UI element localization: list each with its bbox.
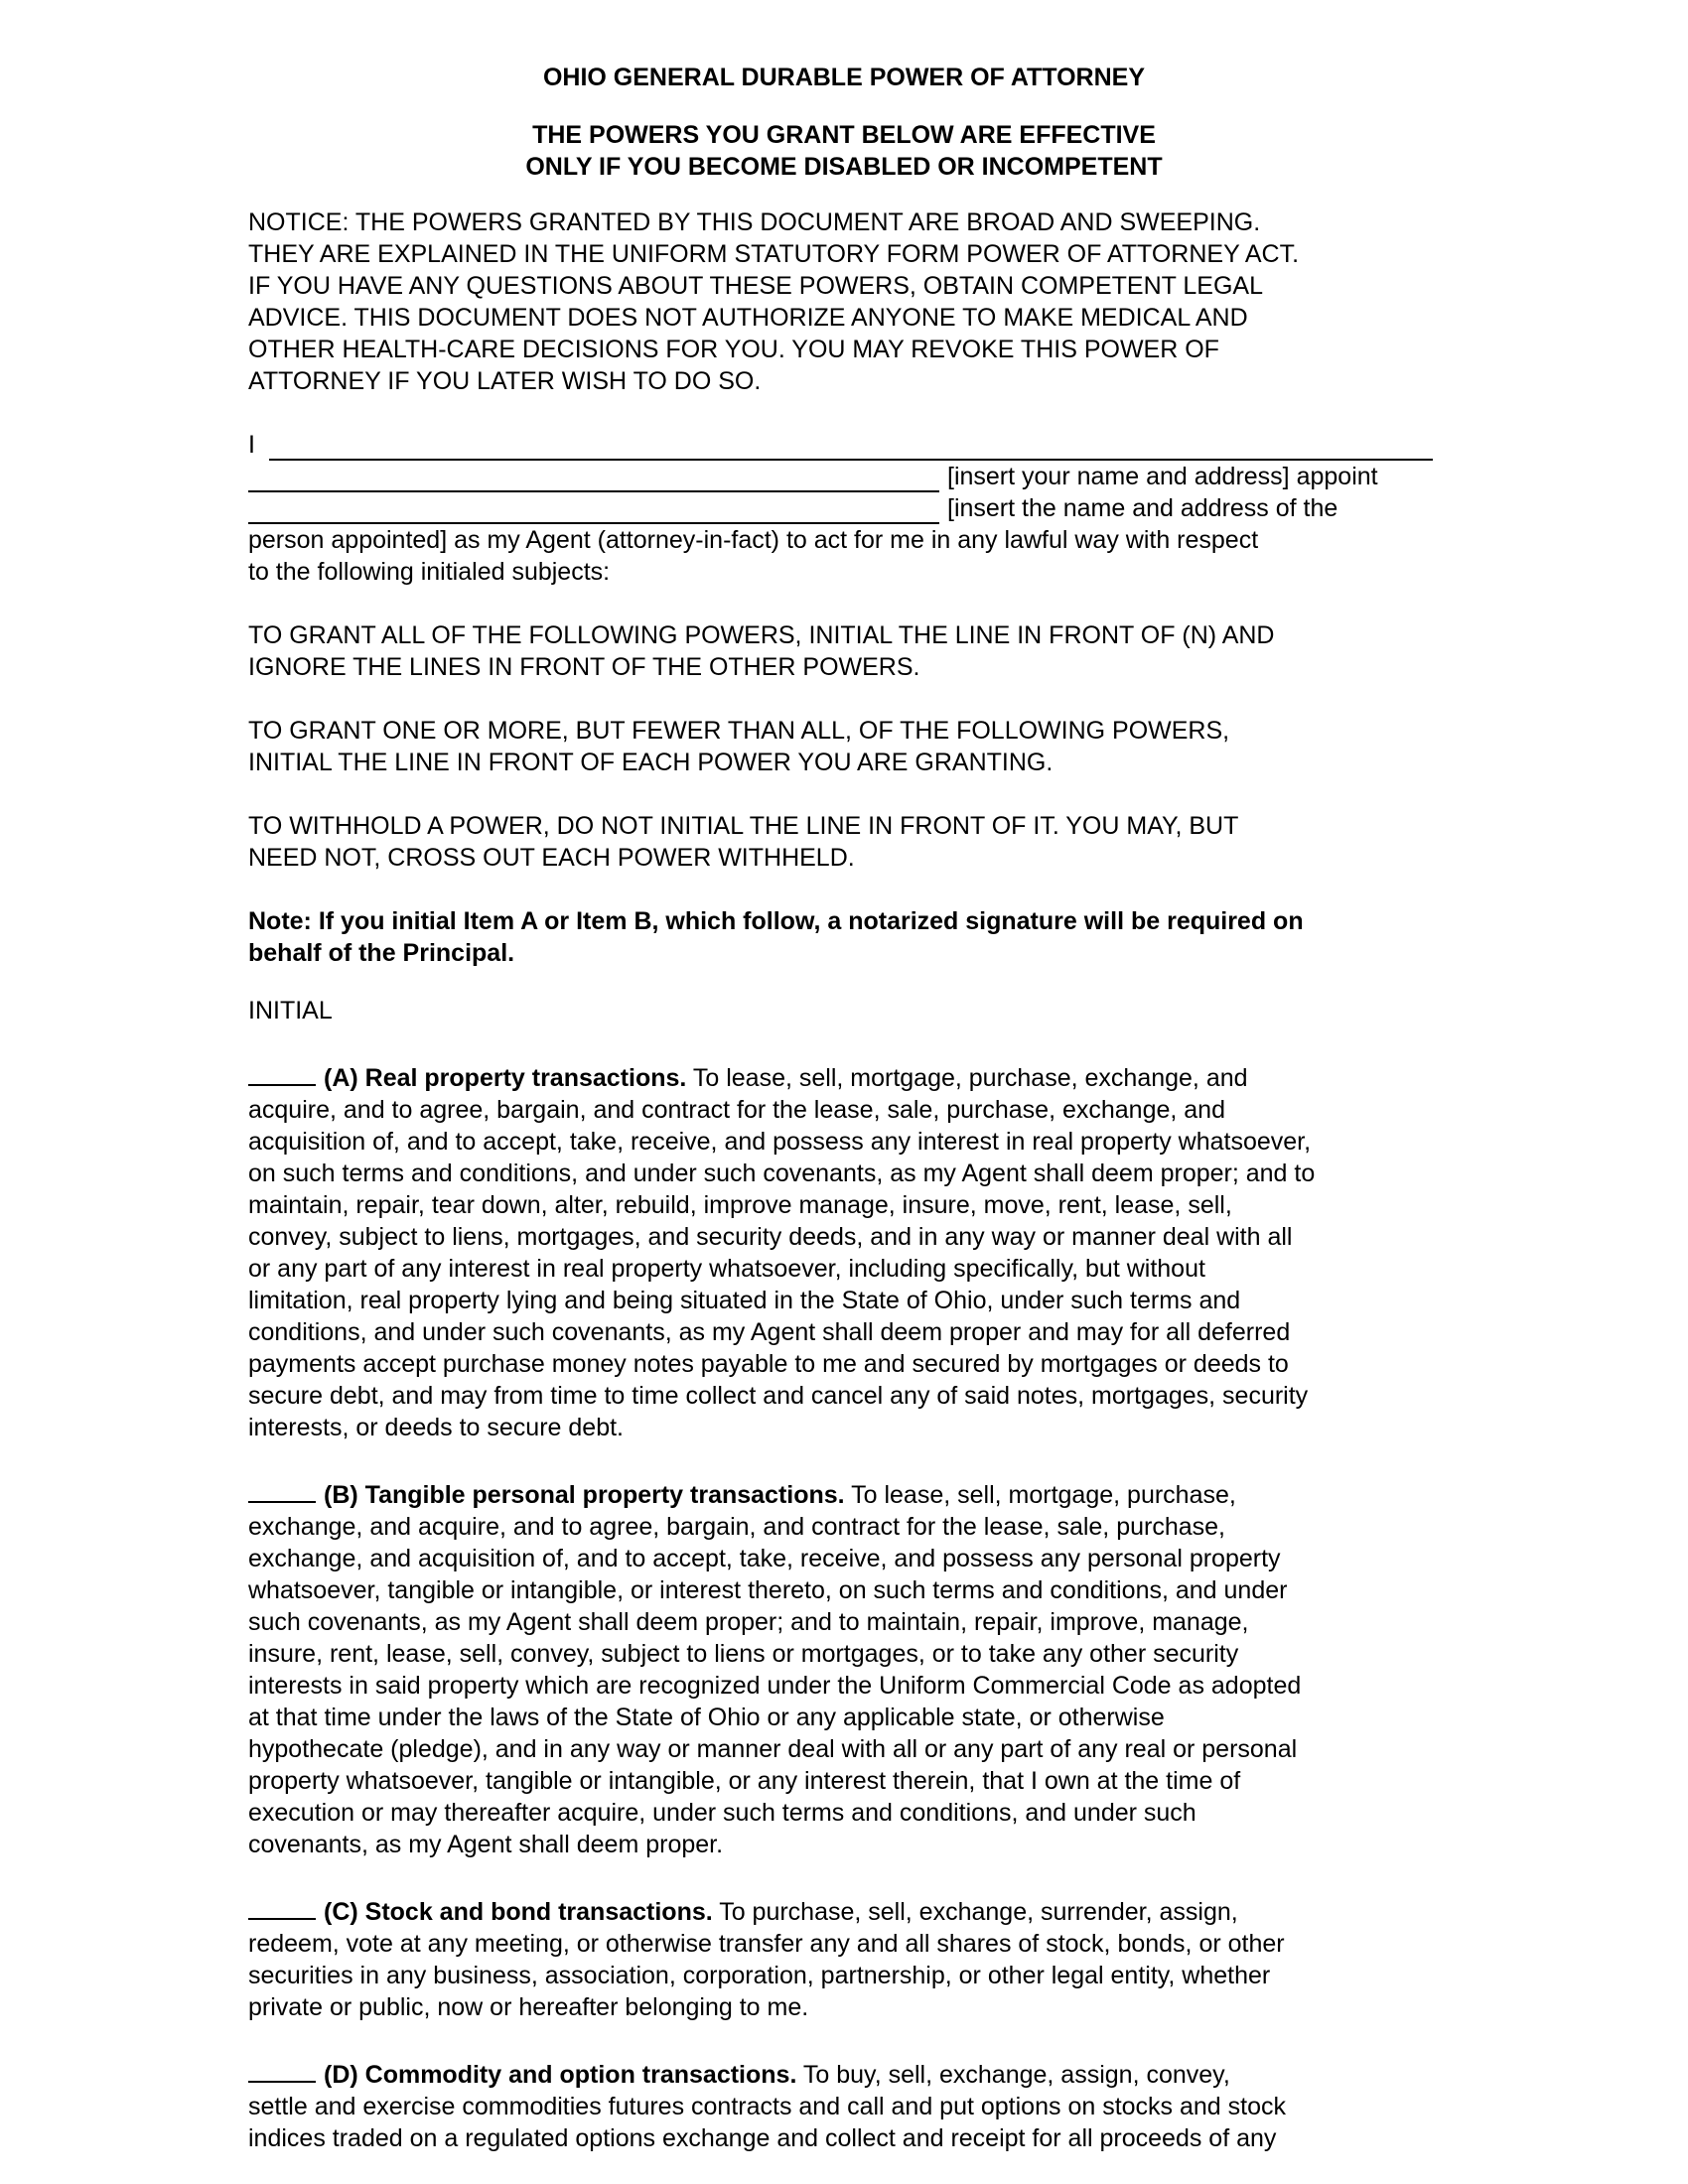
notice-line: ATTORNEY IF YOU LATER WISH TO DO SO. [248, 367, 762, 395]
power-line: private or public, now or hereafter belonging to me. [248, 1993, 809, 2021]
power-line: whatsoever, tangible or intangible, or interest thereto, on such terms and conditions, and under [248, 1576, 1288, 1604]
principal-name-line[interactable] [269, 435, 1433, 461]
subtitle-line: THE POWERS YOU GRANT BELOW ARE EFFECTIVE [532, 121, 1156, 149]
power-d-heading: (D) Commodity and option transactions. [324, 2061, 797, 2089]
power-line: redeem, vote at any meeting, or otherwise transfer any and all shares of stock, bonds, or other [248, 1930, 1285, 1958]
power-b-heading: (B) Tangible personal property transactions. [324, 1481, 845, 1509]
power-line: hypothecate (pledge), and in any way or manner deal with all or any part of any real or personal [248, 1735, 1298, 1763]
name-address-hint: [insert your name and address] appoint [947, 463, 1378, 490]
power-line: property whatsoever, tangible or intangible, or any interest therein, that I own at the time of [248, 1767, 1241, 1795]
power-a-initial-line[interactable] [248, 1058, 316, 1086]
power-line: maintain, repair, tear down, alter, rebuild, improve manage, insure, move, rent, lease, sell, [248, 1191, 1232, 1219]
document-subtitle [248, 119, 1440, 183]
appointment-section [248, 429, 1440, 588]
power-b-initial-line[interactable] [248, 1475, 316, 1503]
principal-address-row [248, 461, 1440, 492]
power-line: at that time under the laws of the State of Ohio or any applicable state, or otherwise [248, 1704, 1165, 1731]
power-line: conditions, and under such covenants, as my Agent shall deem proper and may for all deferred [248, 1318, 1291, 1346]
power-a-heading: (A) Real property transactions. [324, 1064, 687, 1092]
power-line: exchange, and acquisition of, and to accept, take, receive, and possess any personal property [248, 1545, 1281, 1572]
power-b-paragraph [248, 1475, 1440, 1860]
power-line: execution or may thereafter acquire, under such terms and conditions, and under such [248, 1799, 1196, 1827]
instruction-line: TO WITHHOLD A POWER, DO NOT INITIAL THE LINE IN FRONT OF IT. YOU MAY, BUT [248, 812, 1239, 840]
principal-prefix: I [248, 431, 255, 459]
subtitle-line: ONLY IF YOU BECOME DISABLED OR INCOMPETENT [525, 153, 1163, 181]
power-line: covenants, as my Agent shall deem proper. [248, 1831, 724, 1858]
initial-label: INITIAL [248, 997, 333, 1024]
power-c-paragraph [248, 1892, 1440, 2023]
power-line: acquire, and to agree, bargain, and contract for the lease, sale, purchase, exchange, and [248, 1096, 1225, 1124]
power-line: settle and exercise commodities futures contracts and call and put options on stocks and stock [248, 2093, 1286, 2120]
notice-paragraph [248, 206, 1440, 397]
power-c-first-text: To purchase, sell, exchange, surrender, assign, [712, 1898, 1238, 1926]
instruction-line: IGNORE THE LINES IN FRONT OF THE OTHER POWERS. [248, 653, 920, 681]
instruction-grant-all [248, 619, 1440, 683]
appointment-line: person appointed] as my Agent (attorney-in-fact) to act for me in any lawful way with respect [248, 526, 1259, 554]
power-line: securities in any business, association, corporation, partnership, or other legal entity, whether [248, 1962, 1271, 1989]
power-line: interests in said property which are recognized under the Uniform Commercial Code as adopted [248, 1672, 1302, 1700]
instruction-line: TO GRANT ONE OR MORE, BUT FEWER THAN ALL, OF THE FOLLOWING POWERS, [248, 717, 1230, 745]
power-c-first-line [248, 1892, 1440, 1928]
agent-hint: [insert the name and address of the [947, 494, 1338, 522]
note-line: Note: If you initial Item A or Item B, which follow, a notarized signature will be required on [248, 907, 1304, 935]
instruction-line: INITIAL THE LINE IN FRONT OF EACH POWER YOU ARE GRANTING. [248, 749, 1054, 776]
instruction-grant-some [248, 715, 1440, 778]
power-line: such covenants, as my Agent shall deem proper; and to maintain, repair, improve, manage, [248, 1608, 1249, 1636]
power-line: secure debt, and may from time to time collect and cancel any of said notes, mortgages, security [248, 1382, 1309, 1410]
power-line: or any part of any interest in real property whatsoever, including specifically, but without [248, 1255, 1205, 1283]
appointment-line: to the following initialed subjects: [248, 558, 611, 586]
power-a-first-line [248, 1058, 1440, 1094]
power-d-first-line [248, 2055, 1440, 2091]
note-line: behalf of the Principal. [248, 939, 515, 967]
power-b-first-text: To lease, sell, mortgage, purchase, [844, 1481, 1236, 1509]
power-d-paragraph [248, 2055, 1440, 2154]
power-d-first-text: To buy, sell, exchange, assign, convey, [796, 2061, 1230, 2089]
power-a-paragraph [248, 1058, 1440, 1443]
notice-line: ADVICE. THIS DOCUMENT DOES NOT AUTHORIZE ANYONE TO MAKE MEDICAL AND [248, 304, 1248, 332]
agent-name-row [248, 492, 1440, 524]
power-line: limitation, real property lying and being situated in the State of Ohio, under such terms and [248, 1287, 1241, 1314]
power-line: payments accept purchase money notes payable to me and secured by mortgages or deeds to [248, 1350, 1289, 1378]
agent-name-line[interactable] [248, 498, 939, 524]
principal-name-row [248, 429, 1440, 461]
notice-line: THEY ARE EXPLAINED IN THE UNIFORM STATUTORY FORM POWER OF ATTORNEY ACT. [248, 240, 1300, 268]
notarization-note [248, 905, 1440, 969]
power-line: exchange, and acquire, and to agree, bargain, and contract for the lease, sale, purchase, [248, 1513, 1225, 1541]
power-line: convey, subject to liens, mortgages, and security deeds, and in any way or manner deal with all [248, 1223, 1293, 1251]
power-d-initial-line[interactable] [248, 2055, 316, 2083]
power-c-heading: (C) Stock and bond transactions. [324, 1898, 713, 1926]
power-a-first-text: To lease, sell, mortgage, purchase, exchange, and [686, 1064, 1248, 1092]
notice-line: IF YOU HAVE ANY QUESTIONS ABOUT THESE POWERS, OBTAIN COMPETENT LEGAL [248, 272, 1263, 300]
appointment-continuation [248, 524, 1440, 588]
power-line: acquisition of, and to accept, take, receive, and possess any interest in real property whatsoever, [248, 1128, 1312, 1156]
document-title: OHIO GENERAL DURABLE POWER OF ATTORNEY [542, 64, 1146, 91]
power-line: interests, or deeds to secure debt. [248, 1414, 624, 1441]
power-line: indices traded on a regulated options exchange and collect and receipt for all proceeds of any [248, 2124, 1277, 2152]
power-c-initial-line[interactable] [248, 1892, 316, 1920]
power-b-first-line [248, 1475, 1440, 1511]
instruction-line: TO GRANT ALL OF THE FOLLOWING POWERS, INITIAL THE LINE IN FRONT OF (N) AND [248, 621, 1275, 649]
notice-line: NOTICE: THE POWERS GRANTED BY THIS DOCUMENT ARE BROAD AND SWEEPING. [248, 208, 1261, 236]
power-line: insure, rent, lease, sell, convey, subject to liens or mortgages, or to take any other security [248, 1640, 1239, 1668]
notice-line: OTHER HEALTH-CARE DECISIONS FOR YOU. YOU MAY REVOKE THIS POWER OF [248, 336, 1219, 363]
instruction-withhold [248, 810, 1440, 874]
instruction-line: NEED NOT, CROSS OUT EACH POWER WITHHELD. [248, 844, 855, 872]
principal-address-line[interactable] [248, 467, 939, 492]
power-line: on such terms and conditions, and under such covenants, as my Agent shall deem proper; and to [248, 1160, 1316, 1187]
